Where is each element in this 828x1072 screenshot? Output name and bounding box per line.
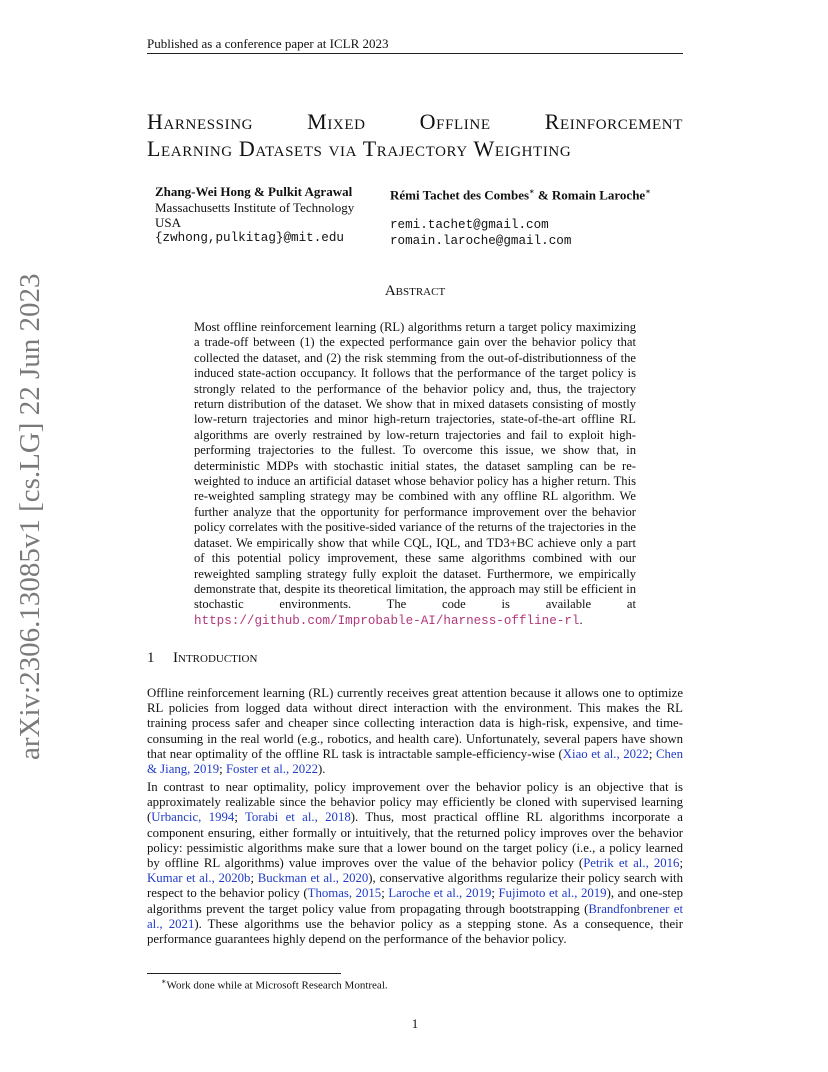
author-block-left bbox=[155, 184, 395, 246]
text-run: ; bbox=[381, 886, 389, 901]
paper-title bbox=[147, 108, 683, 162]
text-run: ; bbox=[250, 871, 258, 886]
intro-paragraph-1 bbox=[147, 686, 683, 777]
citation-link[interactable]: Brandfonbrener et al., 2021 bbox=[147, 901, 683, 931]
abstract-text: Most offline reinforcement learning (RL) algorithms return a target policy maximizing a trade-off between (1) the expected performance gain over the behavior policy that collected the dataset, and (2) the risk stemming from the out-of-distributionness of the induced state-action occupancy. It follows that the performance of the target policy is strongly related to the performance of the behavior policy and, thus, the trajectory return distribution of the dataset. We show that in mixed datasets consisting of mostly low-return trajectories and minor high-return trajectories, state-of-the-art offline RL algorithms are overly restrained by low-return trajectories and fail to exploit high-performing trajectories to the fullest. To overcome this issue, we show that, in deterministic MDPs with stochastic initial states, the dataset sampling can be re-weighted to induce an artificial dataset whose behavior policy has a higher return. This re-weighted sampling strategy may be combined with any offline RL algorithm. We further analyze that the opportunity for performance improvement over the behavior policy correlates with the positive-sided variance of the returns of the trajectories in the dataset. We empirically show that while CQL, IQL, and TD3+BC achieve only a part of this potential policy improvement, these same algorithms combined with our reweighted sampling strategy fully exploit the dataset. Furthermore, we empirically demonstrate that, despite its theoretical limitation, the approach may still be efficient in stochastic environments. The code is available at bbox=[194, 320, 636, 612]
section-title: Introduction bbox=[173, 650, 258, 666]
text-run: In contrast to near optimality, policy improvement over the behavior policy is an objective that is approximately realizable since the behavior policy may efficiently be cloned with supervised learning ( bbox=[147, 780, 683, 825]
text-run: ), conservative algorithms regularize their policy search with respect to the behavior policy ( bbox=[147, 871, 683, 901]
section-heading-introduction bbox=[147, 650, 683, 667]
title-line-2: Learning Datasets via Trajectory Weighting bbox=[147, 136, 572, 161]
citation-link[interactable]: Fujimoto et al., 2019 bbox=[498, 886, 607, 901]
author-name-remi: Rémi Tachet des Combes bbox=[390, 187, 530, 203]
author-name-romain: Romain Laroche bbox=[551, 187, 646, 203]
citation-link[interactable]: Chen & Jiang, 2019 bbox=[147, 746, 683, 777]
author-separator: & bbox=[534, 187, 552, 203]
text-run: ; bbox=[679, 856, 683, 871]
citation-link[interactable]: Petrik et al., 2016 bbox=[583, 856, 680, 871]
citation-link[interactable]: Torabi et al., 2018 bbox=[245, 810, 351, 825]
code-link[interactable]: https://github.com/Improbable-AI/harness-offline-rl bbox=[194, 613, 580, 628]
citation-link[interactable]: Buckman et al., 2020 bbox=[257, 871, 369, 886]
footnote-mark: ∗ bbox=[161, 977, 167, 986]
text-run: ; bbox=[648, 746, 656, 761]
author-footnote-mark-1: ∗ bbox=[529, 187, 535, 196]
footnote-divider bbox=[147, 973, 341, 974]
text-run: ). Thus, most practical offline RL algorithms incorporate a component ensuring, either formally or intuitively, that the returned policy improves over the behavior policy: pessimistic algorithms make sure that a lower bound on the target policy (i.e., a policy learned by offline RL algorithms) value improves over the value of the behavior policy ( bbox=[147, 810, 683, 871]
author-email-romain: romain.laroche@gmail.com bbox=[390, 233, 572, 248]
author-footnote-mark-2: ∗ bbox=[645, 187, 651, 196]
text-run: Offline reinforcement learning (RL) currently receives great attention because it allows one to optimize RL policies from logged data without direct interaction with the environment. This makes the RL training process safer and cheaper since collecting interaction data is high-risk, expensive, and time-consuming in the real world (e.g., robotics, and health care). Unfortunately, several papers have shown that near optimality of the offline RL task is intractable sample-efficiency-wise ( bbox=[147, 686, 683, 761]
page-number: 1 bbox=[411, 1016, 419, 1031]
text-run: ; bbox=[234, 810, 245, 825]
section-number: 1 bbox=[147, 650, 155, 666]
citation-link[interactable]: Laroche et al., 2019 bbox=[388, 886, 492, 901]
citation-link[interactable]: Thomas, 2015 bbox=[307, 886, 382, 901]
intro-paragraph-2 bbox=[147, 780, 683, 947]
title-line-1: Harnessing Mixed Offline Reinforcement bbox=[147, 109, 683, 134]
text-run: ). These algorithms use the behavior policy as a stepping stone. As a consequence, their performance guarantees highly depend on the performance of the behavior policy. bbox=[147, 916, 683, 947]
author-names-right bbox=[390, 184, 690, 203]
abstract-body bbox=[194, 320, 636, 629]
header-divider bbox=[147, 53, 683, 54]
arxiv-identifier: arXiv:2306.13085v1 [cs.LG] 22 Jun 2023 bbox=[14, 273, 46, 760]
citation-link[interactable]: Urbancic, 1994 bbox=[151, 810, 235, 825]
author-email-remi: remi.tachet@gmail.com bbox=[390, 218, 549, 233]
abstract-heading: Abstract bbox=[384, 283, 446, 299]
footnote bbox=[161, 977, 661, 992]
text-run: ), and one-step algorithms prevent the target policy value from propagating through bootstrapping ( bbox=[147, 886, 683, 916]
citation-link[interactable]: Kumar et al., 2020b bbox=[147, 871, 251, 886]
running-header: Published as a conference paper at ICLR 2023 bbox=[147, 36, 389, 51]
text-run: ; bbox=[219, 762, 226, 777]
author-email-left: {zwhong,pulkitag}@mit.edu bbox=[155, 230, 344, 245]
abstract-end: . bbox=[579, 612, 583, 627]
author-country: USA bbox=[155, 215, 182, 230]
citation-link[interactable]: Xiao et al., 2022 bbox=[562, 746, 649, 761]
author-affiliation: Massachusetts Institute of Technology bbox=[155, 199, 355, 215]
author-block-right bbox=[390, 184, 690, 249]
author-names-left: Zhang-Wei Hong & Pulkit Agrawal bbox=[155, 184, 353, 199]
citation-link[interactable]: Foster et al., 2022 bbox=[225, 762, 318, 777]
text-run: ). bbox=[318, 762, 326, 777]
text-run: ; bbox=[491, 886, 499, 901]
footnote-text: Work done while at Microsoft Research Montreal. bbox=[166, 979, 388, 992]
